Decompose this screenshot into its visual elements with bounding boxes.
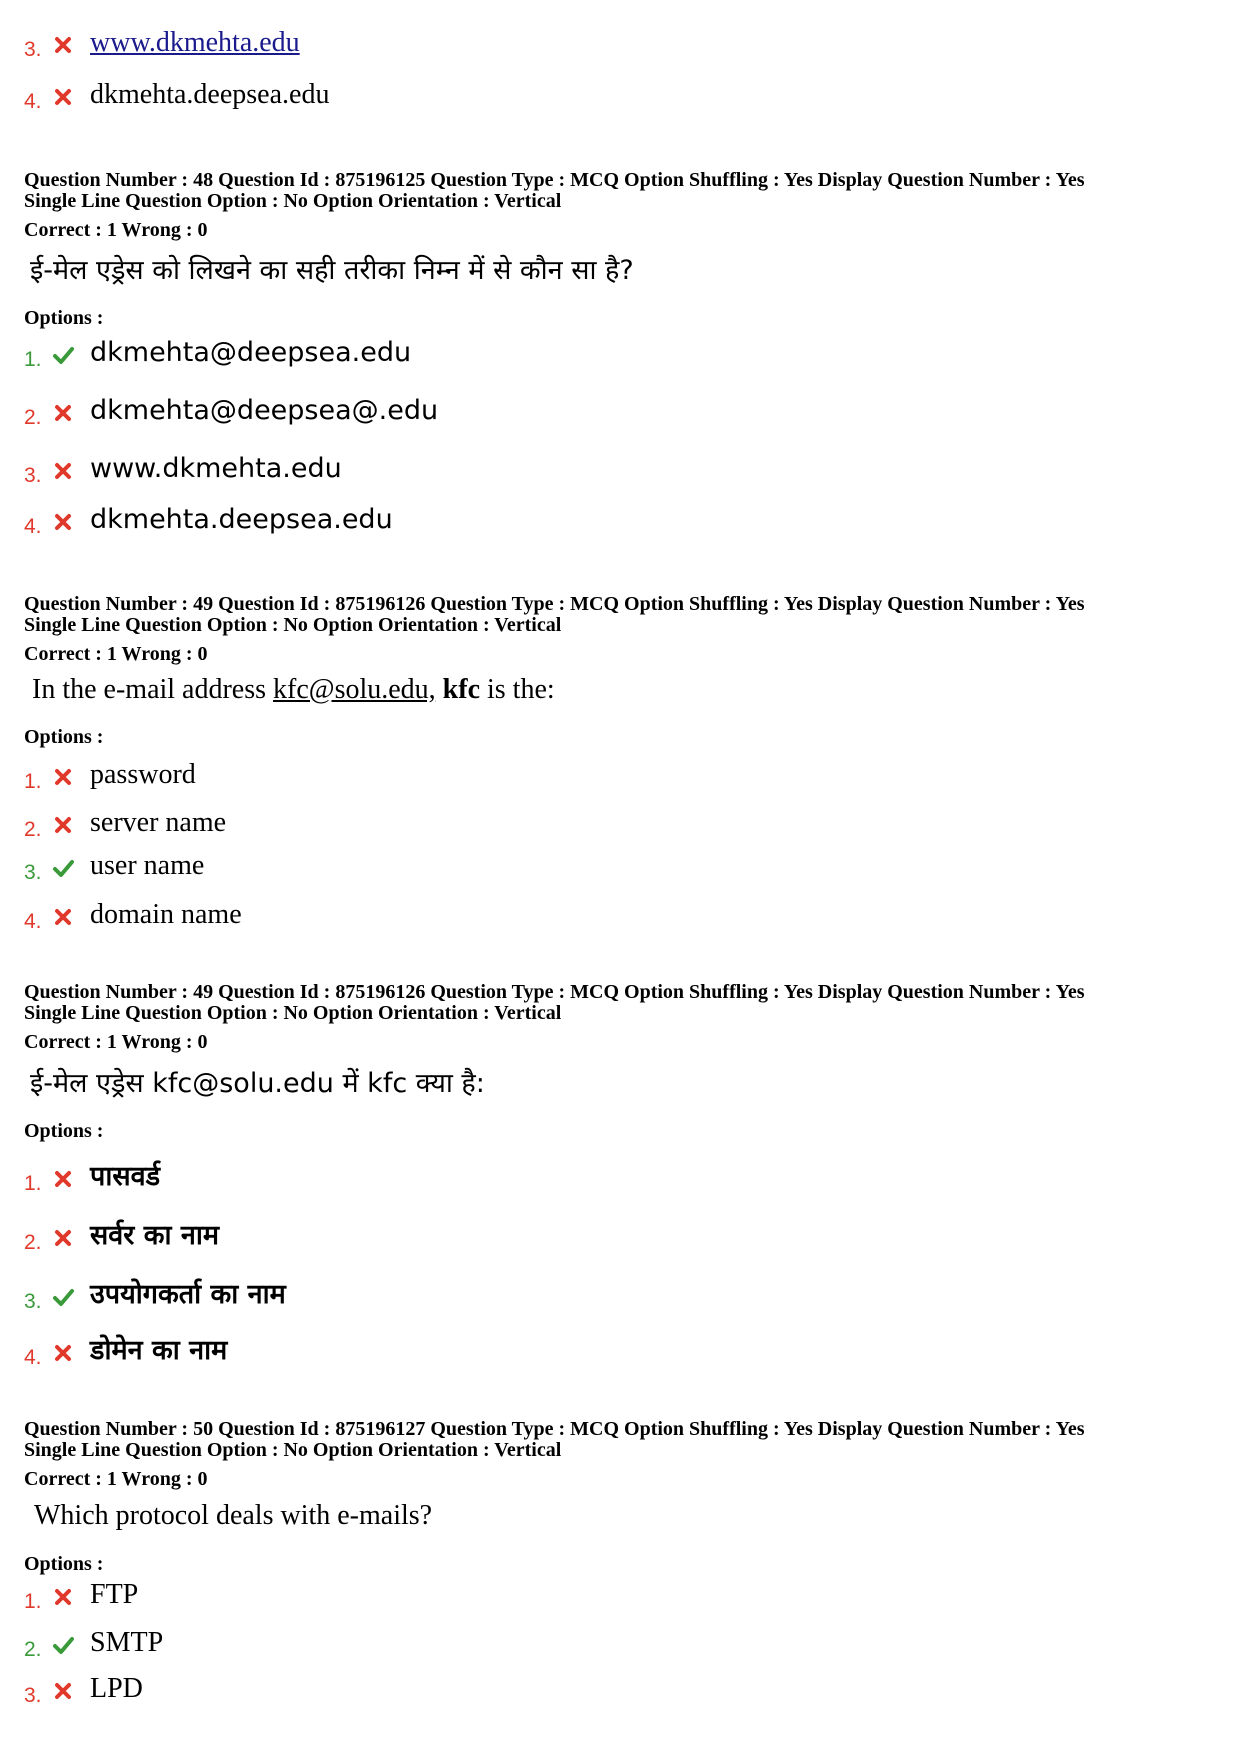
cross-icon <box>52 766 74 788</box>
check-icon <box>52 857 74 879</box>
check-icon <box>52 344 74 366</box>
list-item <box>24 452 624 492</box>
question-score: Correct : 1 Wrong : 0 <box>24 219 208 241</box>
list-item <box>24 394 624 434</box>
option-text: user name <box>90 850 205 881</box>
cross-icon <box>52 402 74 424</box>
question-meta-2: Single Line Question Option : No Option Orientation : Vertical <box>24 190 562 212</box>
list-item <box>24 849 624 889</box>
question-text <box>32 673 555 707</box>
options-label: Options : <box>24 1553 104 1575</box>
question-meta-2: Single Line Question Option : No Option Orientation : Vertical <box>24 1002 562 1024</box>
list-item <box>24 503 624 543</box>
cross-icon <box>52 1586 74 1608</box>
option-number: 4. <box>24 90 42 113</box>
list-item <box>24 806 624 846</box>
list-item <box>24 336 624 376</box>
list-item <box>24 758 624 798</box>
check-icon <box>52 1634 74 1656</box>
option-number: 1. <box>24 1590 42 1613</box>
list-item <box>24 1334 624 1374</box>
option-text: LPD <box>90 1673 143 1704</box>
cross-icon <box>52 34 74 56</box>
question-meta: Question Number : 49 Question Id : 875196126 Question Type : MCQ Option Shuffling : Yes Display Question Number : Yes <box>24 981 1085 1003</box>
cross-icon <box>52 1227 74 1249</box>
cross-icon <box>52 906 74 928</box>
cross-icon <box>52 1342 74 1364</box>
question-score: Correct : 1 Wrong : 0 <box>24 1031 208 1053</box>
list-item <box>24 78 624 118</box>
option-number: 2. <box>24 1231 42 1254</box>
question-meta-2: Single Line Question Option : No Option Orientation : Vertical <box>24 1439 562 1461</box>
list-item <box>24 898 624 938</box>
question-score: Correct : 1 Wrong : 0 <box>24 1468 208 1490</box>
option-number: 1. <box>24 348 42 371</box>
option-number: 3. <box>24 38 42 61</box>
option-number: 1. <box>24 1172 42 1195</box>
question-text: ई-मेल एड्रेस kfc@solu.edu में kfc क्या है: <box>30 1068 485 1099</box>
cross-icon <box>52 460 74 482</box>
question-text: Which protocol deals with e-mails? <box>34 1500 433 1531</box>
option-text: SMTP <box>90 1627 164 1658</box>
list-item <box>24 1219 624 1259</box>
question-term: kfc <box>435 674 480 705</box>
option-text: domain name <box>90 899 242 930</box>
list-item <box>24 1626 624 1666</box>
option-number: 2. <box>24 818 42 841</box>
list-item <box>24 26 624 66</box>
option-text: सर्वर का नाम <box>90 1220 219 1251</box>
cross-icon <box>52 86 74 108</box>
question-meta: Question Number : 48 Question Id : 875196125 Question Type : MCQ Option Shuffling : Yes Display Question Number : Yes <box>24 169 1085 191</box>
option-number: 3. <box>24 1290 42 1313</box>
cross-icon <box>52 814 74 836</box>
option-number: 4. <box>24 910 42 933</box>
question-text-part: is the: <box>480 674 555 705</box>
option-text: पासवर्ड <box>90 1161 161 1192</box>
options-label: Options : <box>24 307 104 329</box>
question-text-part: In the e-mail address <box>32 674 274 705</box>
option-number: 2. <box>24 406 42 429</box>
options-label: Options : <box>24 726 104 748</box>
option-number: 1. <box>24 770 42 793</box>
question-meta-2: Single Line Question Option : No Option Orientation : Vertical <box>24 614 562 636</box>
option-text: डोमेन का नाम <box>90 1335 228 1366</box>
question-email: kfc@solu.edu, <box>273 674 436 705</box>
list-item <box>24 1578 624 1618</box>
options-label: Options : <box>24 1120 104 1142</box>
list-item <box>24 1278 624 1318</box>
option-number: 3. <box>24 464 42 487</box>
question-meta: Question Number : 50 Question Id : 875196127 Question Type : MCQ Option Shuffling : Yes Display Question Number : Yes <box>24 1418 1085 1440</box>
option-text: उपयोगकर्ता का नाम <box>90 1279 286 1310</box>
check-icon <box>52 1286 74 1308</box>
cross-icon <box>52 511 74 533</box>
option-text: dkmehta.deepsea.edu <box>90 79 330 110</box>
list-item <box>24 1160 624 1200</box>
option-text: server name <box>90 807 227 838</box>
question-text: ई-मेल एड्रेस को लिखने का सही तरीका निम्न में से कौन सा है? <box>30 255 634 286</box>
option-number: 4. <box>24 515 42 538</box>
option-text: www.dkmehta.edu <box>90 453 342 484</box>
option-number: 4. <box>24 1346 42 1369</box>
cross-icon <box>52 1680 74 1702</box>
option-text: FTP <box>90 1579 139 1610</box>
cross-icon <box>52 1168 74 1190</box>
option-text: dkmehta@deepsea.edu <box>90 337 412 368</box>
option-text: www.dkmehta.edu <box>90 27 300 58</box>
option-number: 2. <box>24 1638 42 1661</box>
option-text: password <box>90 759 196 790</box>
option-text: dkmehta.deepsea.edu <box>90 504 393 535</box>
option-text: dkmehta@deepsea@.edu <box>90 395 439 426</box>
option-number: 3. <box>24 1684 42 1707</box>
question-meta: Question Number : 49 Question Id : 875196126 Question Type : MCQ Option Shuffling : Yes Display Question Number : Yes <box>24 593 1085 615</box>
question-score: Correct : 1 Wrong : 0 <box>24 643 208 665</box>
list-item <box>24 1672 624 1712</box>
option-number: 3. <box>24 861 42 884</box>
